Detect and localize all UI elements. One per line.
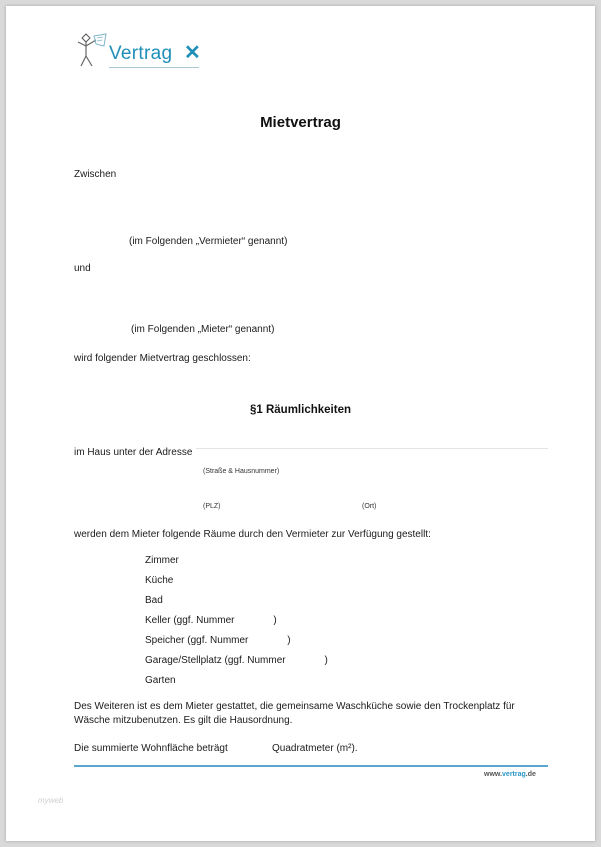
street-caption: (Straße & Hausnummer): [203, 468, 280, 475]
area-unit: Quadratmeter (m²).: [272, 743, 358, 754]
logo-figure-icon: [72, 32, 112, 68]
logo-wordmark: Vertrag: [109, 43, 173, 64]
page-title: Mietvertrag: [260, 114, 341, 131]
footer-url-prefix: www.: [484, 771, 503, 778]
footer-url-brand: vertrag: [502, 771, 526, 778]
room-item: Speicher (ggf. Nummer ): [145, 635, 291, 646]
footer-rule: [74, 765, 548, 767]
rooms-intro: werden dem Mieter folgende Räume durch den Vermieter zur Verfügung gestellt:: [74, 529, 431, 540]
section-1-heading: §1 Räumlichkeiten: [250, 404, 351, 416]
document-page: [6, 6, 595, 841]
room-item: Keller (ggf. Nummer ): [145, 615, 277, 626]
laundry-text-line-2: Wäsche mitzubenutzen. Es gilt die Hausordnung.: [74, 715, 293, 726]
room-item: Küche: [145, 575, 174, 586]
logo-underline: [109, 67, 199, 68]
between-label: Zwischen: [74, 169, 117, 180]
footer-url-suffix: .de: [525, 771, 536, 778]
laundry-text-line-1: Des Weiteren ist es dem Mieter gestattet, die gemeinsame Waschküche sowie den Trockenplatz für: [74, 701, 515, 712]
room-item: Bad: [145, 595, 163, 606]
and-label: und: [74, 263, 91, 274]
room-item: Garten: [145, 675, 176, 686]
city-caption: (Ort): [362, 503, 377, 510]
address-label: im Haus unter der Adresse: [74, 447, 193, 458]
watermark: myweb: [38, 796, 64, 805]
area-label: Die summierte Wohnfläche beträgt: [74, 743, 228, 754]
zip-caption: (PLZ): [203, 503, 221, 510]
concluded-text: wird folgender Mietvertrag geschlossen:: [74, 353, 251, 364]
logo: [72, 32, 232, 68]
footer-url: [484, 771, 536, 778]
logo-x-icon: ✕: [184, 42, 201, 64]
landlord-note: (im Folgenden „Vermieter“ genannt): [129, 236, 288, 247]
room-item: Garage/Stellplatz (ggf. Nummer ): [145, 655, 328, 666]
room-item: Zimmer: [145, 555, 179, 566]
address-field-line: [196, 448, 548, 449]
tenant-note: (im Folgenden „Mieter“ genannt): [131, 324, 275, 335]
